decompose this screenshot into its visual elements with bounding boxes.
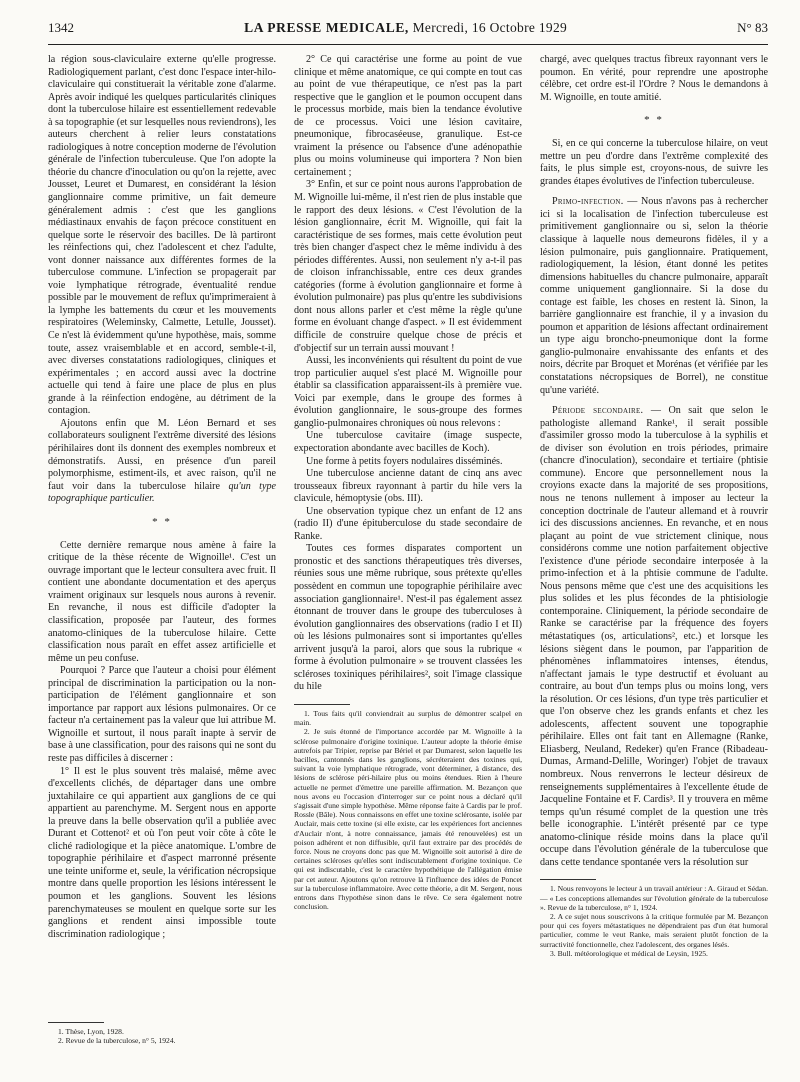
paragraph: Si, en ce qui concerne la tuberculose hilaire, on veut mettre un peu d'ordre dans l'extrême complexité des faits, le plus simple est, croyons-nous, de suivre les grandes étapes évolutives de l'infection tuberculeuse. (540, 138, 768, 187)
page-header (48, 20, 768, 42)
footnote: 3. Bull. météorologique et médical de Leysin, 1925. (550, 948, 708, 958)
section-heading: Primo-infection. (552, 196, 624, 208)
paragraph: 2° Ce qui caractérise une forme au point de vue clinique et même anatomique, ce qui compte en tout cas au point de vue thérapeutique, ce n'est pas la part respective que le ganglion et le poumon occupent dans le processus morbide, mais bien la tendance évolutive de ce processus. Voici une lésion cavitaire, pneumonique, fibrocaséeuse, granulique. Est-ce vraiment la présence ou l'absence d'une adénopathie plus ou moins volumineuse qui importera ? Non bien certainement ; (294, 54, 522, 178)
section-separator: * * (644, 114, 664, 127)
footnote: 1. Tous faits qu'il conviendrait au surplus de démontrer scalpel en main. (294, 708, 522, 728)
paragraph-text: — Nous n'avons pas à rechercher ici si la localisation de l'infection tuberculeuse est primitivement ganglionnaire ou si, selon la théorie classique à laquelle nous demeurons fidèles, il y a lésion pulmonaire, puis ganglionnaire. Pratiquement, radiologiquement, la lésion, étant donné les petites dimensions habituelles du chancre pulmonaire, apparaît comme uniquement ganglionnaire. Si la dose du contage est faible, les choses en restent là. Sinon, la barrière ganglionnaire est franchie, il y a invasion du poumon et apparition de lésions affectant ordinairement un type aigu broncho-pneumonique dont la forme ganglio-pulmonaire envahissante des enfants et des noirs, décrite par Broquet et Morénas (et vérifiée par les constatations nécropsiques de Borrel), ne constitue qu'une variété. (540, 196, 768, 396)
section-separator: * * (152, 515, 172, 528)
footnote-rule (48, 1022, 104, 1023)
footnotes (294, 704, 522, 911)
footnotes (540, 879, 768, 958)
paragraph: Une forme à petits foyers nodulaires disséminés. (306, 455, 503, 467)
footnote: 2. A ce sujet nous souscrivons à la critique formulée par M. Bezançon pour qui ces foyers métastatiques ne dépendraient pas d'un état humoral particulier, comme le veut Ranke, mais seraient plutôt fonction de la surractivité fonctionnelle, chez l'adolescent, des organes lésés. (540, 911, 768, 949)
paragraph: Cette dernière remarque nous amène à faire la critique de la thèse récente de Wignoille¹. C'est un ouvrage important que le lecteur consultera avec fruit. Il contient une abondante documentation et des aperçus vraiment originaux sur lesquels nous aurons à revenir. En revanche, il nous est difficile d'adopter la classification, proposée par l'auteur, des formes anatomo-cliniques de la tuberculose hilaire. Cette classification nous paraît en effet assez artificielle et même un peu confuse. (48, 539, 276, 664)
column-3 (540, 54, 768, 958)
paragraph: Une tuberculose cavitaire (image suspecte, expectoration abondante avec bacilles de Koch). (294, 430, 522, 454)
footnote-rule (540, 879, 596, 880)
journal-masthead (244, 20, 567, 36)
paragraph (48, 418, 276, 506)
paragraph: Une tuberculose ancienne datant de cinq ans avec trousseaux fibreux rayonnant à partir du hile vers la clavicule, hémoptysie (obs. III). (294, 468, 522, 505)
footnote: 1. Thèse, Lyon, 1928. (58, 1027, 124, 1036)
page-number: 1342 (48, 20, 74, 35)
paragraph: Pourquoi ? Parce que l'auteur a choisi pour élément principal de discrimination la participation ou la non-participation de l'élément ganglionnaire et son importance par rapport aux lésions pulmonaires. Or ce facteur n'a certainement pas la valeur que lui attribue M. Wignoille et surtout, il nous paraît inapte à servir de base à une classification, pour des raisons qui ne sont du reste pas difficiles à discerner : (48, 665, 276, 764)
paragraph: Une observation typique chez un enfant de 12 ans (radio II) d'une épituberculose du stade secondaire de Ranke. (294, 505, 522, 542)
footnotes (48, 1014, 276, 1045)
paragraph: la région sous-claviculaire externe qu'elle progresse. Radiologiquement parlant, c'est donc l'espace inter-hilo-claviculaire qui constituerait la véritable zone d'alarme. Après avoir indiqué les quelques particularités cliniques dont la tuberculose hilaire est essentiellement redevable à sa topographie (et sur lesquelles nous reviendrons), les auteurs cherchent à relier leurs constatations radiologiques à notre conception moderne de l'évolution générale de l'infection tuberculeuse. Que l'on adopte la théorie du chancre d'inoculation ou qu'on la rejette, avec Jousset, Leuret et Dumarest, en considérant la lésion ganglionnaire comme primitive, un fait demeure généralement admis : c'est que les ganglions médiastinaux envahis de façon précoce constituent en quelque sorte le réservoir des bacilles. De là partiront les réinfections qui, chez l'adolescent et chez l'adulte, vont donner naissance aux différentes formes de la tuberculose commune. L'infection se propagerait par voie lymphatique rétrograde, éventualité rendue possible par le mouvement de reflux qu'imprimeraient à la lymphe les battements du cœur et les mouvements respiratoires (Weleminsky, Calmette, Letulle, Jousset). Ce n'est là évidemment qu'une hypothèse, mais, somme toute, assez vraisemblable et en accord, semble-t-il, avec diverses constatations radiologiques, cliniques et expérimentales ; en accord aussi avec la doctrine actuelle qui tend à faire une place de plus en plus grande à la réinfection endogène, au détriment de la contagion. (48, 54, 276, 417)
issue-date: Mercredi, 16 Octobre 1929 (412, 20, 568, 35)
column-1 (48, 54, 276, 1046)
footnote: 2. Revue de la tuberculose, n° 5, 1924. (58, 1036, 176, 1046)
section-heading: Période secondaire. (552, 405, 644, 417)
header-rule (48, 44, 768, 45)
paragraph: 1° Il est le plus souvent très malaisé, même avec d'excellents clichés, de départager dans une ombre juxtahilaire ce qui appartient aux ganglions de ce qui appartient au parenchyme. M. Sergent nous en apporte la preuve dans la belle observation qu'il a publiée avec Durant et Cottenot² et où l'on peut voir côte à côte le cliché radiologique et la pièce anatomique. L'ombre de topographie périhilaire et d'aspect marronné présente une teinte uniforme et, seule, la vérification nécropsique montre dans quelle proportion les lésions intéressent le poumon et les ganglions. Souvent les lésions parenchymateuses se moulent en quelque sorte sur les ganglions et rendent ainsi impossible toute discrimination radiologique ; (48, 765, 276, 940)
paragraph (540, 196, 768, 397)
paragraph: 3° Enfin, et sur ce point nous aurons l'approbation de M. Wignoille lui-même, il n'est rien de plus instable que le rapport des deux lésions. « C'est l'évolution de la lésion ganglionnaire, écrit M. Wignoille, qui fait la caractéristique de ses formes, mais cette évolution peut très bien changer d'aspect chez le même individu à des périodes différentes. Aussi, non seulement n'y a-t-il pas de cloison infranchissable, entre ces deux grandes catégories (forme à évolution ganglionnaire et forme à évolution pulmonaire) pas plus qu'entre les subdivisions dont nous allons parler et c'est même la règle qu'une forme en évoluant change d'aspect. » Il est évidemment difficile de construire quelque chose de précis et d'objectif sur un terrain aussi mouvant ! (294, 179, 522, 354)
footnote-rule (294, 704, 350, 705)
paragraph: Aussi, les inconvénients qui résultent du point de vue trop particulier auquel s'est placé M. Wignoille pour établir sa classification apparaissent-ils à première vue. Voici par exemple, dans le groupe des formes à évolution ganglionnaire, le sous-groupe des formes ganglio-pulmonaires chroniques où nous relevons : (294, 355, 522, 429)
journal-title: LA PRESSE MEDICALE, (244, 20, 409, 35)
footnote: 2. Je suis étonné de l'importance accordée par M. Wignoille à la sclérose pulmonaire d'origine toxinique. L'auteur adopte la théorie émise autrefois par Tripier, reprise par Bériel et par Dumarest, selon laquelle les bacilles, cantonnés dans les ganglions, sécréteraient des toxines qui, suivant la voie lymphatique rétrograde, vont déterminer, à distance, des lésions de sclérose péri-hilaire plus ou moins étendues. Rien à l'heure actuelle ne permet d'émettre une pareille affirmation. M. Bezançon que nous avons eu l'occasion d'interroger sur ce point nous a déclaré qu'il s'agissait d'une simple hypothèse. Même réponse faite à Cardis par le prof. Rossle (Bâle). Nous connaissons en effet une toxine sclérosante, isolée par Auclair, mais cette toxine (si elle existe, car les expériences fort anciennes d'Auclair n'ont, à notre connaissance, jamais été renouvelées) est un poison adhérent et non diffusible, qu'il faut extraire par des procédés de force. Nous ne croyons donc pas que M. Wignoille soit autorisé à dire de certaines scléroses qu'elles sont indiscutablement d'origine toxinique. Ce qui est indiscutable, c'est le caractère hypothétique de l'allégation émise par cet auteur. Ajoutons qu'on retrouve là l'influence des idées de Poncet sur la tuberculose inflammatoire. Avec cette théorie, a dit M. Sergent, nous entrons dans l'hypothèse sinon dans le rêve. Ce sera également notre conclusion. (294, 727, 522, 912)
paragraph: Toutes ces formes disparates comportent un pronostic et des sanctions thérapeutiques très diverses, réunies sous une même rubrique, sous prétexte qu'elles possèdent en commun une topographie périhilaire avec association ganglionnaire¹. N'est-il pas également assez étonnant de trouver dans le groupe des tuberculoses à évolution ganglionnaires des observations (radio I et II) où les lésions pulmonaires sont si importantes qu'elles arrivent jusqu'à la paroi, alors que sous la rubrique « forme à évolution pulmonaire » se trouvent classées les scléroses toxiniques périhilaires², soit l'image classique du hile (294, 543, 522, 693)
paragraph (540, 405, 768, 869)
paragraph: chargé, avec quelques tractus fibreux rayonnant vers le poumon. En vérité, pour reprendre une apostrophe célèbre, cet ordre est-il l'Ordre ? Nous le demandons à M. Wignoille, en toute amitié. (540, 54, 768, 103)
column-2 (294, 54, 522, 911)
footnote: 1. Nous renvoyons le lecteur à un travail antérieur : A. Giraud et Sédan. — « Les conceptions allemandes sur l'évolution générale de la tuberculose ». Revue de la tuberculose, n° 1, 1924. (540, 884, 768, 912)
emphasis-text: qu'un type topographique particulier. (48, 480, 276, 505)
paragraph-text: Ajoutons enfin que M. Léon Bernard et ses collaborateurs soulignent l'extrême diversité des lésions périhilaires dont ils donnent des exemples nombreux et démonstratifs. Aussi, en présence d'un pareil polymorphisme, estiment-ils, et avec raison, qu'il ne faut voir dans la tuberculose hilaire (48, 417, 276, 492)
paragraph-text: — On sait que selon le pathologiste allemand Ranke¹, il serait possible d'assimiler grosso modo la tuberculose à la syphilis et de diviser son évolution en trois périodes, primaire (chancre d'inoculation), secondaire et tertiaire (phtisie commune). Encore que personnellement nous la croyions exacte dans la majorité de ses propositions, nous ne tenons nullement à imposer au lecteur la conception doctrinale de l'auteur allemand et à rouvrir ici des discussions anciennes. En revanche, et en nous plaçant au point de vue strictement clinique, nous considérons comme une notion parfaitement objective l'existence d'une période secondaire interposée à la primo-infection et à la phtisie commune de l'adulte. Nous pensons même que c'est une des acquisitions les plus solides et les plus fécondes de la phtisiologie contemporaine. Cliniquement, la période secondaire de Ranke se caractérise par la fréquence des foyers métastatiques (os, articulations², etc.) et lorsque les lésions siègent dans le poumon, par l'apparition de phénomènes inflammatoires intenses, étendus, n'affectant jamais le type destructif et évoluant au contraire, au bout d'un temps plus ou moins long, vers la résolution. Or ces lésions, d'un type très particulier et que l'on observe chez les grands enfants et chez les adolescents, affectent souvent une topographie périhilaire. Elles ont fait tant en Allemagne (Ranke, Eliasberg, Neuland, Redeker) qu'en France (Ribadeau-Dumas, Armand-Delille, Woringer) l'objet de travaux nombreux. Nous renverrons le lecteur désireux de renseignements supplémentaires à l'excellente étude de Jacqueline Fontaine et F. Cardis³. Il y trouvera en même temps qu'un résumé complet de la question une très belle iconographie. L'intérêt présenté par ce type anatomo-clinique réside moins dans la place qu'il occupe dans l'évolution générale de la tuberculose que dans cette tendance spontanée vers la résolution sur (540, 405, 768, 868)
issue-number: N° 83 (737, 20, 768, 35)
